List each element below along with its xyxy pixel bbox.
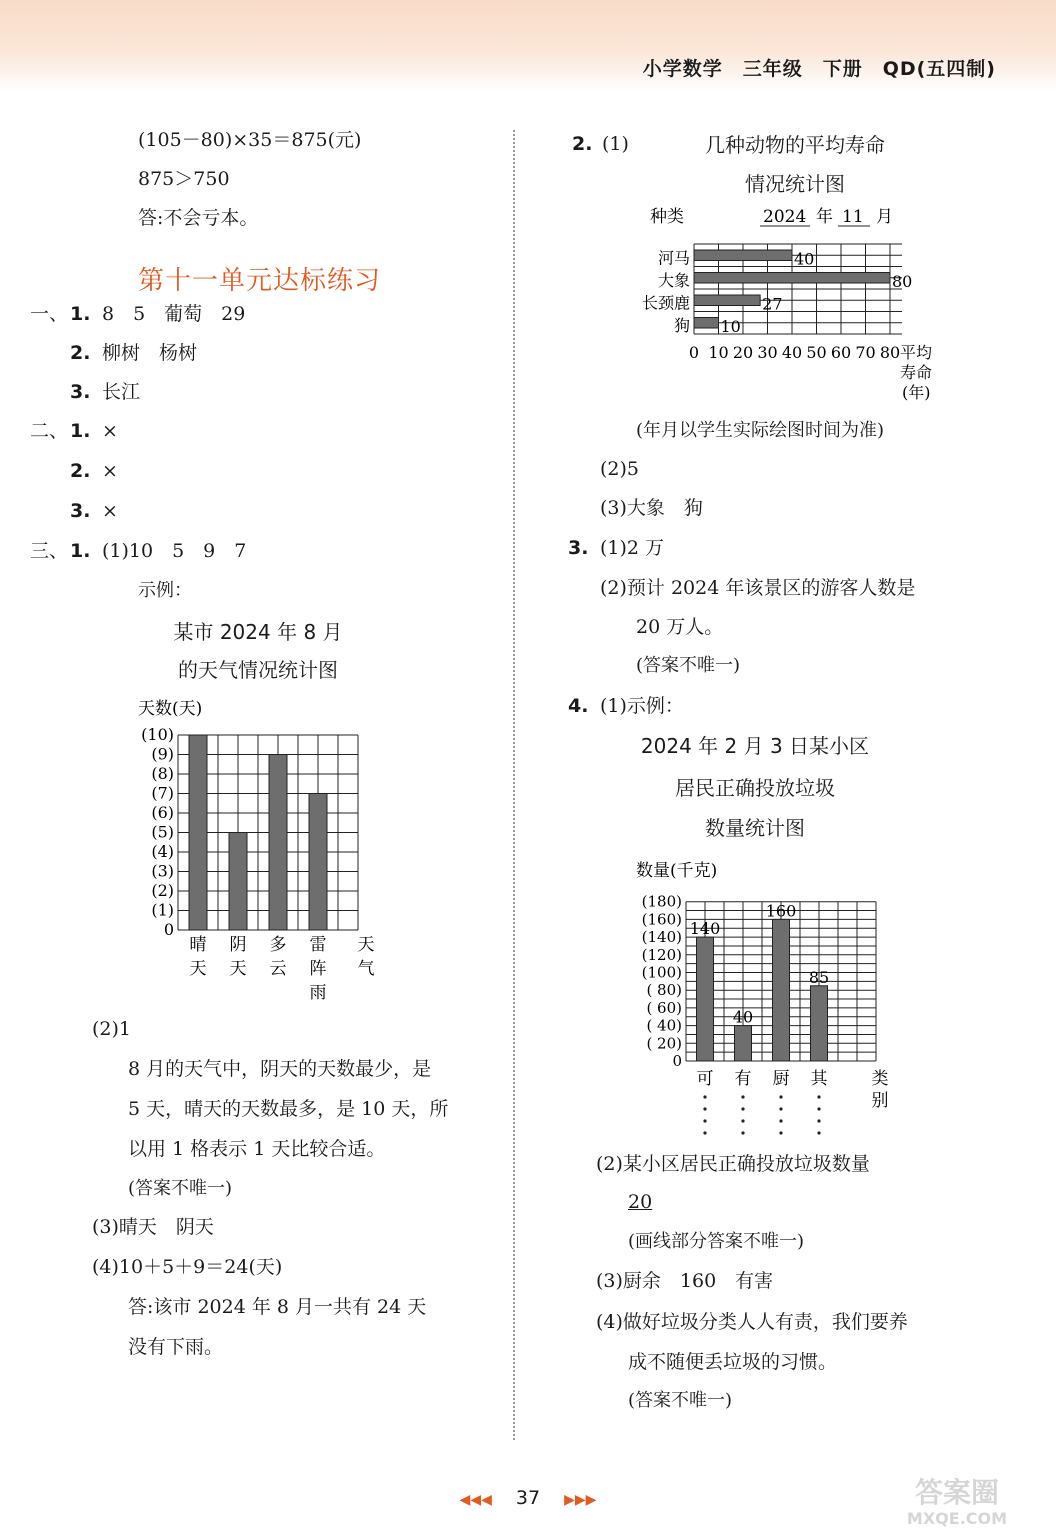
q1-part2: (2)1: [92, 1018, 132, 1040]
y-tick-label: (6): [151, 803, 174, 822]
bar-雷阵雨: [309, 794, 327, 931]
q4-part2-value: [628, 1193, 652, 1212]
x-axis-label: (年): [902, 383, 931, 402]
x-tick-label-厨: 厨: [772, 1069, 790, 1089]
s2-q1-answer: ×: [102, 420, 118, 442]
underlined-answer: 20: [628, 1191, 653, 1213]
y-tick-label: (1): [151, 900, 174, 920]
q1-part4-answer-2: 没有下雨。: [128, 1336, 224, 1358]
y-tick-label: (180): [641, 892, 682, 911]
date-note: (年月以学生实际绘图时间为准): [636, 420, 885, 441]
bar-有: [735, 1026, 752, 1061]
data-label-厨: 160: [765, 901, 797, 921]
q3-part2-line2: 20 万人。: [636, 616, 724, 638]
x-tick-label: 20: [732, 343, 754, 362]
y-axis-label: 种类: [650, 207, 684, 227]
x-tick-label-有: 有: [734, 1069, 752, 1089]
book-title: 小学数学 三年级 下册 QD(五四制): [642, 58, 996, 80]
data-label-可: 140: [689, 919, 721, 939]
y-tick-label: (2): [151, 881, 174, 900]
s2-q2-number: 2.: [70, 460, 91, 482]
ellipsis-dot: [779, 1095, 782, 1098]
q3-part2-line1: (2)预计 2024 年该景区的游客人数是: [600, 577, 916, 599]
chart3-title-line1: 2024 年 2 月 3 日某小区: [640, 734, 870, 758]
s3-q1-number: 1.: [70, 540, 91, 562]
y-tick-label: ( 60): [646, 998, 682, 1017]
calc-line-1: (105－80)×35＝875(元): [138, 129, 362, 151]
x-tick-label: 80: [879, 343, 901, 362]
q4-part2: (2)某小区居民正确投放垃圾数量: [596, 1153, 870, 1175]
y-tick-label: ( 20): [646, 1034, 682, 1053]
y-tick-label: ( 40): [646, 1016, 682, 1035]
x-tick-label-晴天: 晴: [189, 935, 207, 955]
chart2-title-line1: 几种动物的平均寿命: [705, 133, 885, 157]
q1-part2-line1: 8 月的天气中，阴天的天数最少，是: [128, 1058, 432, 1080]
y-tick-label: 0: [163, 920, 174, 939]
x-tick-label: 0: [688, 343, 700, 362]
x-axis-label: 寿命: [900, 363, 933, 382]
ellipsis-dot: [817, 1095, 820, 1098]
s1-q2-answer: 柳树 杨树: [102, 342, 198, 364]
q2-part1: (1): [602, 133, 629, 155]
data-label-狗: 10: [720, 316, 741, 336]
q4-part4-line1: (4)做好垃圾分类人人有责，我们要养: [596, 1311, 908, 1333]
q4-number: 4.: [568, 695, 589, 717]
watermark-url: MXQE.COM: [906, 1509, 1008, 1528]
y-tick-label: (160): [641, 910, 682, 929]
bar-晴天: [189, 735, 207, 930]
x-tick-label-雷阵雨: 雨: [309, 983, 327, 1003]
y-tick-label: (100): [641, 963, 682, 982]
watermark-text: 答案圈: [914, 1476, 1000, 1509]
chart3-title-line2: 居民正确投放垃圾: [675, 776, 835, 800]
example-label: 示例：: [138, 580, 192, 601]
x-tick-label-可: 可: [696, 1069, 714, 1089]
y-tick-label-长颈鹿: 长颈鹿: [641, 293, 690, 313]
x-axis-label: 平均: [900, 343, 933, 362]
s1-q3-number: 3.: [70, 381, 91, 403]
q4-note: (答案不唯一): [628, 1390, 733, 1411]
y-tick-label-大象: 大象: [657, 270, 690, 290]
data-label-河马: 40: [794, 249, 815, 269]
s1-q1-answer: 8 5 葡萄 29: [102, 303, 246, 325]
y-tick-label: (7): [151, 783, 174, 803]
x-tick-label-晴天: 天: [189, 959, 207, 979]
bar-其: [811, 986, 828, 1061]
y-tick-label: (9): [151, 744, 174, 764]
y-tick-label-河马: 河马: [657, 248, 690, 268]
y-tick-label: 0: [672, 1052, 682, 1070]
y-tick-label: (10): [141, 725, 174, 744]
x-tick-label-其: 其: [810, 1069, 828, 1089]
s2-q3-answer: ×: [102, 500, 118, 522]
ellipsis-dot: [741, 1095, 744, 1098]
q3-number: 3.: [568, 537, 589, 559]
bar-多云: [269, 755, 287, 931]
x-tick-label-多云: 云: [269, 959, 287, 979]
y-axis-label: 天数(天): [138, 699, 203, 719]
q1-part3: (3)晴天 阴天: [92, 1216, 214, 1238]
y-tick-label: (3): [151, 861, 174, 881]
section-3-label: 三、: [30, 540, 69, 562]
x-tick-label-多云: 多: [269, 935, 287, 955]
q4-part2-note: (画线部分答案不唯一): [628, 1231, 805, 1252]
x-tick-label-阴天: 天: [229, 959, 247, 979]
answer-line: 答:不会亏本。: [138, 207, 259, 229]
watermark-logo: [882, 1472, 1032, 1528]
calc-line-2: 875＞750: [138, 168, 230, 190]
ellipsis-dot: [703, 1131, 706, 1134]
column-divider: [513, 130, 515, 1440]
ellipsis-dot: [741, 1119, 744, 1122]
y-tick-label: ( 80): [646, 981, 682, 1000]
q3-part1: (1)2 万: [600, 537, 665, 559]
q4-part4-line2: 成不随便丢垃圾的习惯。: [628, 1351, 838, 1373]
q2-number: 2.: [572, 133, 593, 155]
s1-q3-answer: 长江: [102, 381, 141, 403]
chart2-title-line2: 情况统计图: [745, 172, 845, 196]
s2-q2-answer: ×: [102, 460, 118, 482]
y-tick-label-狗: 狗: [673, 315, 690, 335]
bar-狗: [694, 318, 719, 329]
chart3-title-line3: 数量统计图: [705, 816, 805, 840]
date-year: 2024: [763, 207, 807, 227]
s1-q1-number: 1.: [70, 303, 91, 325]
ellipsis-dot: [779, 1107, 782, 1110]
y-axis-label: 数量(千克): [636, 861, 718, 881]
garbage-bar-chart: [620, 850, 890, 1140]
x-tick-label-雷阵雨: 雷: [309, 935, 327, 955]
ellipsis-dot: [703, 1119, 706, 1122]
s2-q3-number: 3.: [70, 500, 91, 522]
ellipsis-dot: [779, 1119, 782, 1122]
date-month-unit: 月: [876, 207, 893, 227]
data-label-其: 85: [808, 967, 830, 987]
q3-note: (答案不唯一): [636, 655, 741, 676]
q1-part2-line2: 5 天，晴天的天数最多，是 10 天，所: [128, 1098, 449, 1120]
x-tick-label-雷阵雨: 阵: [309, 959, 327, 979]
s3-q1-answer: (1)10 5 9 7: [102, 540, 247, 562]
y-tick-label: (5): [151, 822, 174, 842]
bar-河马: [694, 250, 792, 261]
bar-可: [697, 937, 714, 1061]
x-axis-label: 气: [357, 959, 375, 979]
bar-大象: [694, 273, 890, 284]
date-year-unit: 年: [816, 207, 833, 227]
page-number: 37: [515, 1487, 541, 1509]
ellipsis-dot: [817, 1119, 820, 1122]
q2-part2: (2)5: [600, 458, 640, 480]
x-axis-label: 别: [871, 1091, 889, 1111]
section-2-label: 二、: [30, 420, 69, 442]
y-tick-label: (4): [151, 842, 174, 861]
q1-part4-answer-1: 答:该市 2024 年 8 月一共有 24 天: [128, 1296, 427, 1318]
x-tick-label: 60: [830, 343, 852, 362]
bar-阴天: [229, 833, 247, 931]
data-label-大象: 80: [892, 271, 913, 291]
x-tick-label: 30: [757, 343, 778, 362]
ellipsis-dot: [741, 1131, 744, 1134]
y-tick-label: (8): [151, 764, 174, 783]
x-axis-label: 类: [871, 1069, 889, 1089]
next-arrows-icon: ▶▶▶: [564, 1492, 597, 1508]
q1-part2-note: (答案不唯一): [128, 1178, 233, 1199]
s2-q1-number: 1.: [70, 420, 91, 442]
x-tick-label: 40: [781, 343, 803, 362]
unit-heading: 第十一单元达标练习: [138, 266, 382, 296]
chart1-title-line2: 的天气情况统计图: [178, 658, 338, 682]
animal-lifespan-chart: [630, 200, 960, 410]
x-axis-label: 天: [357, 935, 375, 955]
q4-part3: (3)厨余 160 有害: [596, 1270, 774, 1292]
prev-arrows-icon: ◀◀◀: [459, 1492, 492, 1508]
section-1-label: 一、: [30, 303, 69, 325]
x-tick-label-阴天: 阴: [229, 935, 247, 955]
ellipsis-dot: [817, 1107, 820, 1110]
y-tick-label: (140): [641, 928, 682, 947]
weather-bar-chart: [120, 690, 380, 1010]
data-label-有: 40: [732, 1007, 754, 1027]
bar-厨: [773, 919, 790, 1061]
ellipsis-dot: [703, 1095, 706, 1098]
x-tick-label: 70: [855, 343, 876, 362]
x-tick-label: 50: [806, 343, 827, 362]
q1-part4: (4)10＋5＋9＝24(天): [92, 1256, 283, 1278]
x-tick-label: 10: [708, 343, 729, 362]
q2-part3: (3)大象 狗: [600, 497, 703, 519]
y-tick-label: (120): [641, 945, 682, 964]
ellipsis-dot: [779, 1131, 782, 1134]
q1-part2-line3: 以用 1 格表示 1 天比较合适。: [128, 1138, 386, 1160]
ellipsis-dot: [817, 1131, 820, 1134]
q4-part1: (1)示例：: [600, 695, 684, 717]
s1-q2-number: 2.: [70, 342, 91, 364]
ellipsis-dot: [741, 1107, 744, 1110]
ellipsis-dot: [703, 1107, 706, 1110]
chart1-title-line1: 某市 2024 年 8 月: [173, 620, 343, 644]
bar-长颈鹿: [694, 295, 760, 306]
date-month: 11: [842, 207, 864, 227]
data-label-长颈鹿: 27: [762, 294, 783, 314]
